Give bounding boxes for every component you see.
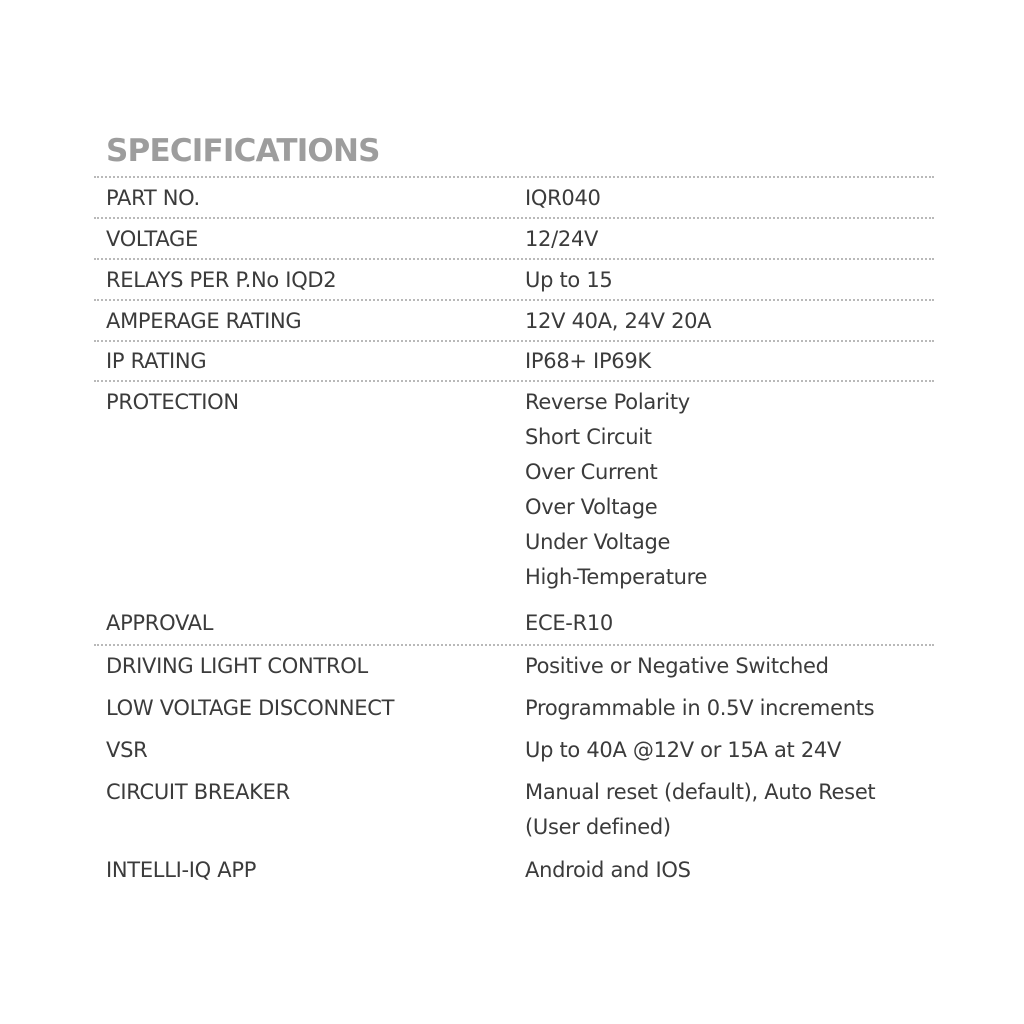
spec-value-line: Up to 15	[525, 268, 613, 292]
spec-value-line: (User defined)	[525, 815, 671, 839]
spec-value	[525, 263, 612, 298]
spec-label: CIRCUIT BREAKER	[106, 780, 290, 804]
spec-value-line: High-Temperature	[525, 565, 708, 589]
spec-value-line: 12V 40A, 24V 20A	[525, 309, 712, 333]
spec-value-line: Short Circuit	[525, 425, 652, 449]
spec-value-line: Programmable in 0.5V increments	[525, 696, 875, 720]
spec-value-line: Over Voltage	[525, 495, 658, 519]
row-divider	[94, 644, 934, 646]
spec-label: LOW VOLTAGE DISCONNECT	[106, 696, 395, 720]
spec-value	[525, 606, 613, 641]
spec-label: AMPERAGE RATING	[106, 309, 302, 333]
spec-value-line: Android and IOS	[525, 858, 691, 882]
spec-label: IP RATING	[106, 349, 207, 373]
spec-value-line: 12/24V	[525, 227, 599, 251]
spec-label: VOLTAGE	[106, 227, 198, 251]
spec-label: PART NO.	[106, 186, 200, 210]
spec-value	[525, 181, 601, 216]
spec-value-line: Positive or Negative Switched	[525, 654, 829, 678]
spec-value	[525, 853, 691, 888]
spec-value-line: Manual reset (default), Auto Reset	[525, 780, 876, 804]
row-divider	[94, 299, 934, 301]
spec-value	[525, 304, 711, 339]
spec-value-line: Reverse Polarity	[525, 390, 690, 414]
spec-value	[525, 344, 651, 379]
spec-label: APPROVAL	[106, 611, 214, 635]
spec-value-line: ECE-R10	[525, 611, 613, 635]
spec-label: VSR	[106, 738, 148, 762]
spec-value	[525, 733, 841, 768]
spec-value	[525, 775, 875, 845]
spec-value-line: IP68+ IP69K	[525, 349, 651, 373]
row-divider	[94, 258, 934, 260]
spec-value	[525, 222, 598, 257]
spec-label: RELAYS PER P.No IQD2	[106, 268, 337, 292]
spec-value-line: Over Current	[525, 460, 658, 484]
row-divider	[94, 380, 934, 382]
spec-value-line: IQR040	[525, 186, 601, 210]
spec-value	[525, 691, 874, 726]
spec-value	[525, 649, 829, 684]
row-divider	[94, 340, 934, 342]
spec-label: INTELLI-IQ APP	[106, 858, 257, 882]
spec-value-line: Under Voltage	[525, 530, 671, 554]
row-divider	[94, 176, 934, 178]
spec-label: PROTECTION	[106, 390, 239, 414]
spec-value	[525, 385, 707, 595]
row-divider	[94, 217, 934, 219]
spec-value-line: Up to 40A @12V or 15A at 24V	[525, 738, 842, 762]
page-title: SPECIFICATIONS	[106, 133, 380, 169]
spec-label: DRIVING LIGHT CONTROL	[106, 654, 368, 678]
